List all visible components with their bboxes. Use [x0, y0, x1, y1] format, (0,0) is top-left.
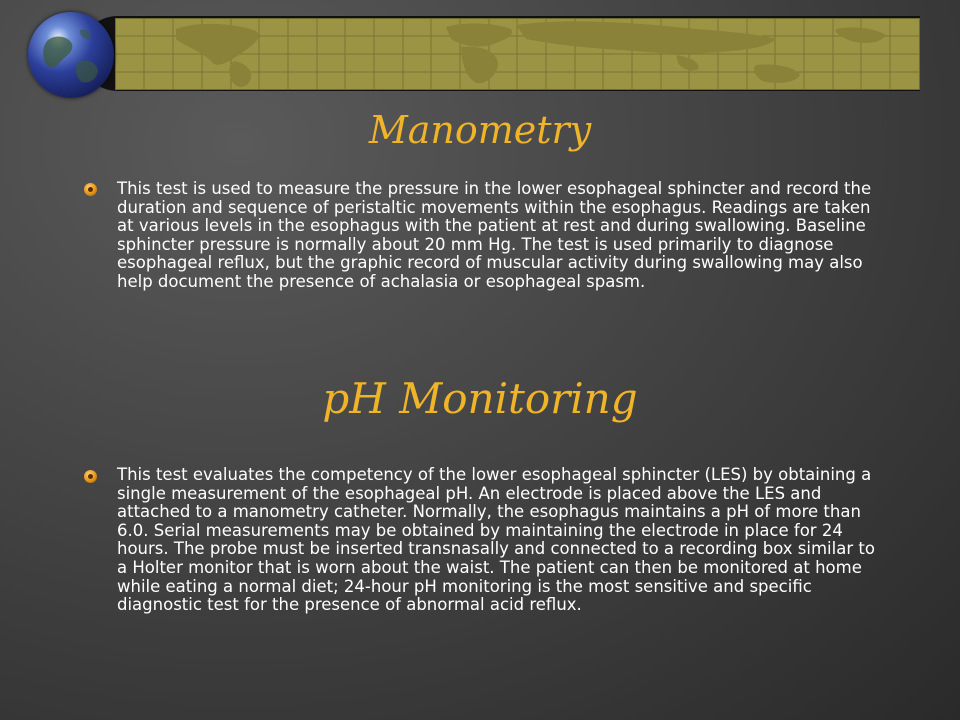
section-body-manometry: This test is used to measure the pressure in the lower esophageal sphincter and record the duration and sequence of peristaltic movements within the esophagus. Readings are taken at various levels in the esophagus with the patient at rest and during swallowing. Baseline sphincter pressure is normally about 20 mm Hg. The test is used primarily to diagnose esophageal reflux, but the graphic record of muscular activity during swallowing may also help document the presence of achalasia or esophageal spasm.: [117, 179, 872, 291]
bullet-icon: [84, 183, 97, 196]
section-body-ph-monitoring: This test evaluates the competency of the lower esophageal sphincter (LES) by obtaining a single measurement of the esophageal pH. An electrode is placed above the LES and attached to a manometry catheter. Normally, the esophagus maintains a pH of more than 6.0. Serial measurements may be obtained by maintaining the electrode in place for 24 hours. The probe must be inserted transnasally and connected to a recording box similar to a Holter monitor that is worn about the waist. The patient can then be monitored at home while eating a normal diet; 24-hour pH monitoring is the most sensitive and specific diagnostic test for the presence of abnormal acid reflux.: [117, 465, 875, 615]
globe-icon: [28, 12, 114, 98]
bullet-icon: [84, 470, 97, 483]
section-heading-ph-monitoring: pH Monitoring: [322, 374, 638, 423]
world-map-strip: [115, 18, 920, 90]
section-heading-manometry: Manometry: [368, 108, 592, 152]
